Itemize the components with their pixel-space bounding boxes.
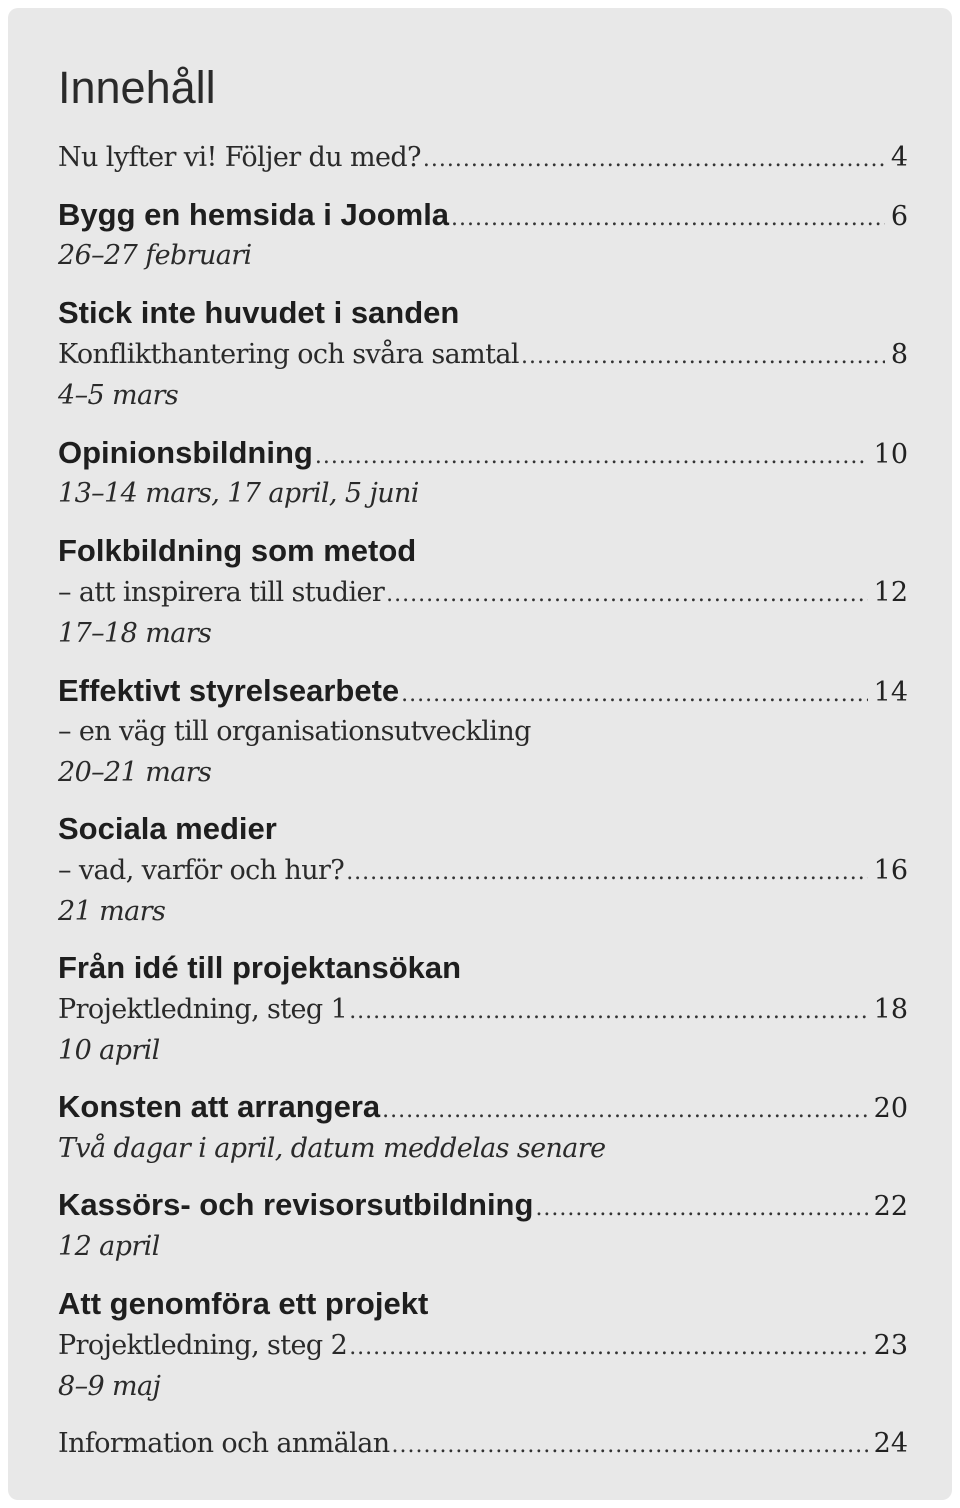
toc-entry-subtitle: – vad, varför och hur? [58,855,345,886]
toc-entry-subtitle: Projektledning, steg 2 [58,1330,348,1361]
dot-leader [423,140,885,180]
date-text: 4–5 mars [58,380,179,411]
toc-entry-date [58,1367,160,1407]
dot-leader [382,1091,868,1131]
toc-entry-subtitle: – en väg till organisationsutveckling [58,716,531,747]
dot-leader [315,437,868,477]
dot-leader [349,1328,867,1368]
page-number: 16 [873,855,908,886]
toc-entry-date [58,1227,160,1267]
toc-entry-info[interactable] [58,1424,908,1464]
date-text: 13–14 mars, 17 april, 5 juni [58,478,419,509]
page-number: 22 [873,1191,908,1222]
toc-entry-projekt[interactable] [58,1326,908,1366]
toc-entry-title: Bygg en hemsida i Joomla [58,197,450,232]
toc-entry-title: Folkbildning som metod [58,533,417,568]
toc-entry-title: Sociala medier [58,811,277,846]
date-text: 10 april [58,1035,160,1066]
toc-entry-subtitle-line [58,712,531,752]
toc-entry-title: Stick inte huvudet i sanden [58,295,460,330]
toc-entry-subtitle: Konflikthantering och svåra samtal [58,339,519,370]
page-number: 12 [873,577,908,608]
page-number: 18 [873,994,908,1025]
toc-entry-title: Att genomföra ett projekt [58,1286,429,1321]
toc-entry-projektansokan-title[interactable] [58,948,461,988]
toc-entry-title: Opinionsbildning [58,435,313,470]
page-number: 8 [890,339,908,370]
toc-entry-title: Effektivt styrelsearbete [58,673,400,708]
page-number: 10 [873,439,908,470]
page-number: 4 [890,142,908,173]
toc-entry-folkbildning[interactable] [58,573,908,613]
date-text: 12 april [58,1231,160,1262]
toc-entry-intro[interactable] [58,138,908,178]
toc-entry-styrelse[interactable] [58,671,908,711]
toc-entry-subtitle: Projektledning, steg 1 [58,994,348,1025]
toc-entry-opinion[interactable] [58,433,908,473]
toc-entry-title: Kassörs- och revisorsutbildning [58,1187,534,1222]
page-number: 14 [873,677,908,708]
toc-entry-sociala-title[interactable] [58,809,277,849]
toc-entry-joomla[interactable] [58,195,908,235]
date-text: 17–18 mars [58,618,212,649]
page-number: 24 [873,1428,908,1459]
toc-entry-text: Information och anmälan [58,1428,390,1459]
page-number: 6 [890,201,908,232]
page-title: Innehåll [58,62,216,113]
toc-entry-projektansokan[interactable] [58,990,908,1030]
dot-leader [401,675,867,715]
toc-entry-sociala[interactable] [58,851,908,891]
dot-leader [349,992,867,1032]
toc-entry-date [58,376,178,416]
dot-leader [391,1426,867,1466]
toc-entry-date [58,1031,160,1071]
toc-entry-date [58,753,211,793]
dot-leader [535,1189,867,1229]
dot-leader [521,337,885,377]
dot-leader [346,853,867,893]
date-text: 8–9 maj [58,1371,161,1402]
toc-entry-arrangera[interactable] [58,1087,908,1127]
date-text: 21 mars [58,896,166,927]
toc-entry-text: Nu lyfter vi! Följer du med? [58,142,421,173]
toc-entry-folkbildning-title[interactable] [58,531,416,571]
toc-entry-title: Konsten att arrangera [58,1089,381,1124]
page-number: 23 [873,1330,908,1361]
date-text: 26–27 februari [58,240,252,271]
dot-leader [386,575,867,615]
toc-entry-date [58,892,165,932]
toc-entry-title: Från idé till projektansökan [58,950,462,985]
dot-leader [451,199,885,239]
toc-entry-date [58,236,252,276]
date-text: 20–21 mars [58,757,212,788]
toc-entry-sanden-title[interactable] [58,293,459,333]
toc-entry-date [58,614,211,654]
toc-entry-kassor[interactable] [58,1185,908,1225]
toc-entry-date [58,474,419,514]
toc-entry-date [58,1129,605,1169]
toc-entry-projekt-title[interactable] [58,1284,428,1324]
page-number: 20 [873,1093,908,1124]
toc-entry-sanden[interactable] [58,335,908,375]
toc-entry-subtitle: – att inspirera till studier [58,577,385,608]
date-text: Två dagar i april, datum meddelas senare [58,1133,606,1164]
